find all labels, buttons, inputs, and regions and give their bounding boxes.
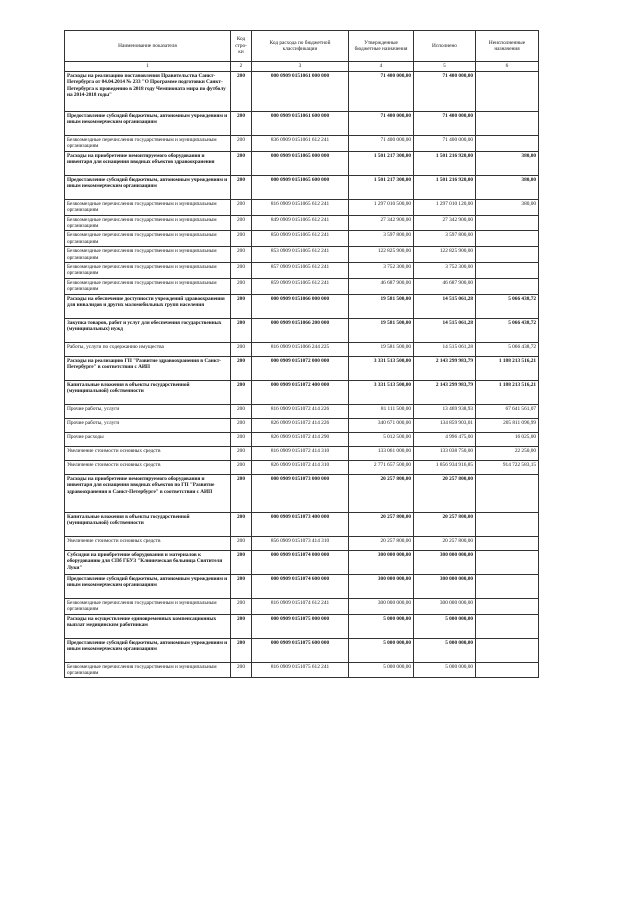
row-approved-amount: 3 752 300,00 xyxy=(349,263,414,279)
row-budget-code: 000 0909 0151075 000 000 xyxy=(252,614,349,638)
row-approved-amount: 1 501 217 300,00 xyxy=(349,175,414,199)
row-executed-amount: 300 000 000,00 xyxy=(414,550,476,574)
row-executed-amount: 13 469 938,93 xyxy=(414,404,476,418)
row-executed-amount: 20 257 800,00 xyxy=(414,512,476,536)
row-approved-amount: 1 297 010 500,00 xyxy=(349,199,414,215)
row-line-code: 200 xyxy=(231,318,252,342)
row-approved-amount: 71 400 000,00 xyxy=(349,112,414,136)
row-budget-code: 853 0909 0151065 612 241 xyxy=(252,247,349,263)
column-number: 3 xyxy=(252,62,349,72)
header-approved: Утвержденные бюджетные назначения xyxy=(349,31,414,62)
row-line-code: 200 xyxy=(231,512,252,536)
row-executed-amount: 5 000 000,00 xyxy=(414,662,476,678)
table-row xyxy=(65,614,539,638)
row-budget-code: 816 0909 0151066 244 225 xyxy=(252,342,349,356)
row-budget-code: 000 0909 0151072 000 000 xyxy=(252,356,349,380)
row-approved-amount: 20 257 800,00 xyxy=(349,512,414,536)
row-approved-amount: 340 671 000,00 xyxy=(349,418,414,432)
row-approved-amount: 133 061 000,00 xyxy=(349,446,414,460)
row-budget-code: 816 0909 0151072 414 226 xyxy=(252,404,349,418)
row-executed-amount: 1 297 010 120,00 xyxy=(414,199,476,215)
row-budget-code: 849 0909 0151065 612 241 xyxy=(252,215,349,231)
table-row xyxy=(65,231,539,247)
column-number: 5 xyxy=(414,62,476,72)
row-indicator-name: Субсидия на приобретение оборудования и материалов к оборудованию для СПб ГБУЗ "Клиническая больница Святителя Луки" xyxy=(65,550,231,574)
row-budget-code: 816 0909 0151074 612 241 xyxy=(252,598,349,614)
row-line-code: 200 xyxy=(231,380,252,404)
table-row xyxy=(65,512,539,536)
row-approved-amount: 2 771 657 500,00 xyxy=(349,460,414,474)
table-row xyxy=(65,598,539,614)
row-line-code: 200 xyxy=(231,231,252,247)
row-budget-code: 826 0909 0151072 414 310 xyxy=(252,460,349,474)
row-unexecuted-amount xyxy=(476,614,539,638)
row-indicator-name: Увеличение стоимости основных средств xyxy=(65,446,231,460)
row-line-code: 200 xyxy=(231,446,252,460)
row-executed-amount: 1 501 216 920,00 xyxy=(414,175,476,199)
table-row xyxy=(65,151,539,175)
row-executed-amount: 3 752 300,00 xyxy=(414,263,476,279)
row-approved-amount: 122 825 900,00 xyxy=(349,247,414,263)
row-indicator-name: Расходы на реализацию постановления Правительства Санкт-Петербурга от 04.04.2014 № 233 "О Программе подготовки Санкт-Петербурга к проведению в 2018 году Чемпионата мира по футболу на 2014-2018 годы" xyxy=(65,72,231,112)
row-unexecuted-amount: 5 066 438,72 xyxy=(476,294,539,318)
table-row xyxy=(65,380,539,404)
row-line-code: 200 xyxy=(231,432,252,446)
row-unexecuted-amount xyxy=(476,598,539,614)
row-approved-amount: 71 400 000,00 xyxy=(349,72,414,112)
row-unexecuted-amount xyxy=(476,512,539,536)
table-row xyxy=(65,638,539,662)
budget-execution-table xyxy=(64,30,539,678)
row-executed-amount: 1 856 934 916,85 xyxy=(414,460,476,474)
row-executed-amount: 300 000 000,00 xyxy=(414,598,476,614)
table-row xyxy=(65,404,539,418)
table-row xyxy=(65,318,539,342)
row-approved-amount: 19 581 500,00 xyxy=(349,318,414,342)
table-row xyxy=(65,199,539,215)
row-approved-amount: 1 501 217 300,00 xyxy=(349,151,414,175)
row-unexecuted-amount: 5 066 438,72 xyxy=(476,342,539,356)
row-indicator-name: Предоставление субсидий бюджетным, автономным учреждениям и иным некоммерческим организациям xyxy=(65,175,231,199)
row-budget-code: 000 0909 0151075 600 000 xyxy=(252,638,349,662)
row-unexecuted-amount: 380,00 xyxy=(476,151,539,175)
row-approved-amount: 3 597 800,00 xyxy=(349,231,414,247)
row-executed-amount: 14 515 061,28 xyxy=(414,342,476,356)
table-row xyxy=(65,574,539,598)
row-line-code: 200 xyxy=(231,418,252,432)
row-executed-amount: 4 996 475,00 xyxy=(414,432,476,446)
row-executed-amount: 20 257 800,00 xyxy=(414,474,476,512)
row-line-code: 200 xyxy=(231,342,252,356)
row-line-code: 200 xyxy=(231,263,252,279)
row-indicator-name: Безвозмездные перечисления государственным и муниципальным организациям xyxy=(65,263,231,279)
table-row xyxy=(65,263,539,279)
row-executed-amount: 133 038 750,00 xyxy=(414,446,476,460)
row-indicator-name: Расходы на реализацию ГП "Развитие здравоохранения в Санкт-Петербурге" в соответствии с АИП xyxy=(65,356,231,380)
row-line-code: 200 xyxy=(231,356,252,380)
row-approved-amount: 5 000 000,00 xyxy=(349,662,414,678)
row-line-code: 200 xyxy=(231,638,252,662)
row-unexecuted-amount: 1 188 213 516,21 xyxy=(476,380,539,404)
table-row xyxy=(65,432,539,446)
row-unexecuted-amount xyxy=(476,263,539,279)
table-row xyxy=(65,446,539,460)
row-unexecuted-amount: 16 025,00 xyxy=(476,432,539,446)
header-budget-code: Код расхода по бюджетной классификации xyxy=(252,31,349,62)
header-unexecuted: Неисполненные назначения xyxy=(476,31,539,62)
row-unexecuted-amount xyxy=(476,247,539,263)
row-line-code: 200 xyxy=(231,294,252,318)
row-budget-code: 826 0909 0151072 414 226 xyxy=(252,418,349,432)
row-unexecuted-amount xyxy=(476,638,539,662)
row-budget-code: 826 0909 0151072 414 290 xyxy=(252,432,349,446)
row-indicator-name: Увеличение стоимости основных средств xyxy=(65,536,231,550)
row-executed-amount: 27 342 900,00 xyxy=(414,215,476,231)
row-unexecuted-amount: 380,00 xyxy=(476,199,539,215)
row-unexecuted-amount xyxy=(476,72,539,112)
row-unexecuted-amount xyxy=(476,231,539,247)
row-executed-amount: 300 000 000,00 xyxy=(414,574,476,598)
row-indicator-name: Расходы на обеспечение доступности учреждений здравоохранения для инвалидов и других маломобильных групп населения xyxy=(65,294,231,318)
row-executed-amount: 3 597 800,00 xyxy=(414,231,476,247)
row-budget-code: 816 0909 0151075 612 241 xyxy=(252,662,349,678)
row-indicator-name: Прочие расходы xyxy=(65,432,231,446)
row-line-code: 200 xyxy=(231,112,252,136)
row-indicator-name: Безвозмездные перечисления государственным и муниципальным организациям xyxy=(65,199,231,215)
row-unexecuted-amount xyxy=(476,112,539,136)
column-number-row xyxy=(65,62,539,72)
row-executed-amount: 46 687 900,00 xyxy=(414,278,476,294)
row-budget-code: 000 0909 0151066 000 000 xyxy=(252,294,349,318)
row-unexecuted-amount: 914 722 583,15 xyxy=(476,460,539,474)
row-indicator-name: Предоставление субсидий бюджетным, автономным учреждениям и иным некоммерческим организациям xyxy=(65,574,231,598)
row-approved-amount: 300 000 000,00 xyxy=(349,598,414,614)
row-line-code: 200 xyxy=(231,662,252,678)
row-budget-code: 850 0909 0151065 612 241 xyxy=(252,231,349,247)
table-row xyxy=(65,72,539,112)
row-indicator-name: Предоставление субсидий бюджетным, автономным учреждениям и иным некоммерческим организациям xyxy=(65,112,231,136)
row-executed-amount: 122 825 900,00 xyxy=(414,247,476,263)
row-indicator-name: Расходы на приобретение немонтируемого оборудования и инвентаря для оснащения вводных объектов здравоохранения xyxy=(65,151,231,175)
row-indicator-name: Увеличение стоимости основных средств xyxy=(65,460,231,474)
row-line-code: 200 xyxy=(231,460,252,474)
row-executed-amount: 71 400 000,00 xyxy=(414,112,476,136)
table-row xyxy=(65,247,539,263)
row-line-code: 200 xyxy=(231,199,252,215)
row-approved-amount: 81 111 500,00 xyxy=(349,404,414,418)
header-indicator-name: Наименование показателя xyxy=(65,31,231,62)
column-number: 6 xyxy=(476,62,539,72)
table-row xyxy=(65,460,539,474)
row-indicator-name: Безвозмездные перечисления государственным и муниципальным организациям xyxy=(65,136,231,152)
row-unexecuted-amount: 67 641 561,07 xyxy=(476,404,539,418)
row-indicator-name: Безвозмездные перечисления государственным и муниципальным организациям xyxy=(65,231,231,247)
row-executed-amount: 2 143 299 983,79 xyxy=(414,380,476,404)
table-row xyxy=(65,175,539,199)
table-row xyxy=(65,294,539,318)
row-indicator-name: Расходы на осуществление единовременных компенсационных выплат медицинским работникам xyxy=(65,614,231,638)
row-unexecuted-amount: 1 188 213 516,21 xyxy=(476,356,539,380)
table-body xyxy=(65,72,539,678)
table-row xyxy=(65,474,539,512)
row-executed-amount: 14 515 061,28 xyxy=(414,294,476,318)
row-budget-code: 000 0909 0151065 000 000 xyxy=(252,151,349,175)
row-budget-code: 816 0909 0151065 612 241 xyxy=(252,199,349,215)
row-budget-code: 857 0909 0151065 612 241 xyxy=(252,263,349,279)
row-budget-code: 000 0909 0151065 600 000 xyxy=(252,175,349,199)
row-line-code: 200 xyxy=(231,175,252,199)
row-approved-amount: 20 257 800,00 xyxy=(349,536,414,550)
row-unexecuted-amount xyxy=(476,278,539,294)
table-row xyxy=(65,342,539,356)
row-indicator-name: Прочие работы, услуги xyxy=(65,404,231,418)
header-executed: Исполнено xyxy=(414,31,476,62)
row-line-code: 200 xyxy=(231,550,252,574)
row-approved-amount: 19 581 500,00 xyxy=(349,294,414,318)
row-indicator-name: Закупка товаров, работ и услуг для обеспечения государственных (муниципальных) нужд xyxy=(65,318,231,342)
row-indicator-name: Безвозмездные перечисления государственным и муниципальным организациям xyxy=(65,247,231,263)
row-approved-amount: 3 331 513 500,00 xyxy=(349,380,414,404)
table-row xyxy=(65,536,539,550)
row-budget-code: 856 0909 0151073 414 310 xyxy=(252,536,349,550)
row-unexecuted-amount xyxy=(476,550,539,574)
row-line-code: 200 xyxy=(231,72,252,112)
row-indicator-name: Прочие работы, услуги xyxy=(65,418,231,432)
row-budget-code: 000 0909 0151074 000 000 xyxy=(252,550,349,574)
row-approved-amount: 46 687 900,00 xyxy=(349,278,414,294)
row-executed-amount: 2 143 299 983,79 xyxy=(414,356,476,380)
row-indicator-name: Капитальные вложения в объекты государственной (муниципальной) собственности xyxy=(65,512,231,536)
row-executed-amount: 5 000 000,00 xyxy=(414,614,476,638)
row-indicator-name: Предоставление субсидий бюджетным, автономным учреждениям и иным некоммерческим организациям xyxy=(65,638,231,662)
row-executed-amount: 134 859 903,01 xyxy=(414,418,476,432)
row-indicator-name: Работы, услуги по содержанию имущества xyxy=(65,342,231,356)
row-indicator-name: Безвозмездные перечисления государственным и муниципальным организациям xyxy=(65,662,231,678)
row-unexecuted-amount xyxy=(476,536,539,550)
header-row xyxy=(65,31,539,62)
row-executed-amount: 1 501 216 920,00 xyxy=(414,151,476,175)
row-line-code: 200 xyxy=(231,215,252,231)
table-row xyxy=(65,136,539,152)
row-indicator-name: Расходы на приобретение немонтируемого оборудования и инвентаря для оснащения вводных объектов по ГП "Развитие здравоохранения в Санкт-Петербурге" в соответствии с АИП xyxy=(65,474,231,512)
column-number: 2 xyxy=(231,62,252,72)
row-approved-amount: 5 012 500,00 xyxy=(349,432,414,446)
row-indicator-name: Безвозмездные перечисления государственным и муниципальным организациям xyxy=(65,278,231,294)
row-budget-code: 859 0909 0151065 612 241 xyxy=(252,278,349,294)
table-row xyxy=(65,550,539,574)
row-line-code: 200 xyxy=(231,278,252,294)
row-indicator-name: Капитальные вложения в объекты государственной (муниципальной) собственности xyxy=(65,380,231,404)
row-approved-amount: 5 000 000,00 xyxy=(349,614,414,638)
row-unexecuted-amount xyxy=(476,136,539,152)
row-executed-amount: 71 400 000,00 xyxy=(414,136,476,152)
row-line-code: 200 xyxy=(231,404,252,418)
row-line-code: 200 xyxy=(231,598,252,614)
row-budget-code: 000 0909 0151073 400 000 xyxy=(252,512,349,536)
row-approved-amount: 5 000 000,00 xyxy=(349,638,414,662)
table-row xyxy=(65,112,539,136)
row-unexecuted-amount: 22 250,00 xyxy=(476,446,539,460)
row-approved-amount: 20 257 800,00 xyxy=(349,474,414,512)
row-unexecuted-amount: 205 811 096,99 xyxy=(476,418,539,432)
table-row xyxy=(65,215,539,231)
row-line-code: 200 xyxy=(231,247,252,263)
row-approved-amount: 300 000 000,00 xyxy=(349,574,414,598)
table-row xyxy=(65,278,539,294)
row-budget-code: 000 0909 0151072 400 000 xyxy=(252,380,349,404)
row-budget-code: 000 0909 0151061 600 000 xyxy=(252,112,349,136)
row-budget-code: 816 0909 0151072 414 310 xyxy=(252,446,349,460)
column-number: 1 xyxy=(65,62,231,72)
table-row xyxy=(65,662,539,678)
row-unexecuted-amount xyxy=(476,474,539,512)
row-line-code: 200 xyxy=(231,574,252,598)
row-indicator-name: Безвозмездные перечисления государственным и муниципальным организациям xyxy=(65,215,231,231)
row-budget-code: 000 0909 0151066 200 000 xyxy=(252,318,349,342)
row-line-code: 200 xyxy=(231,136,252,152)
row-executed-amount: 5 000 000,00 xyxy=(414,638,476,662)
row-executed-amount: 20 257 800,00 xyxy=(414,536,476,550)
row-budget-code: 836 0909 0151061 612 241 xyxy=(252,136,349,152)
row-approved-amount: 27 342 900,00 xyxy=(349,215,414,231)
row-approved-amount: 300 000 000,00 xyxy=(349,550,414,574)
column-number: 4 xyxy=(349,62,414,72)
row-unexecuted-amount: 5 066 438,72 xyxy=(476,318,539,342)
row-executed-amount: 71 400 000,00 xyxy=(414,72,476,112)
table-row xyxy=(65,418,539,432)
row-line-code: 200 xyxy=(231,536,252,550)
row-line-code: 200 xyxy=(231,614,252,638)
row-approved-amount: 3 331 513 500,00 xyxy=(349,356,414,380)
row-indicator-name: Безвозмездные перечисления государственным и муниципальным организациям xyxy=(65,598,231,614)
row-unexecuted-amount: 380,00 xyxy=(476,175,539,199)
row-unexecuted-amount xyxy=(476,215,539,231)
row-approved-amount: 71 400 000,00 xyxy=(349,136,414,152)
row-line-code: 200 xyxy=(231,474,252,512)
header-line-code: Код стро-ки xyxy=(231,31,252,62)
row-budget-code: 000 0909 0151073 000 000 xyxy=(252,474,349,512)
row-unexecuted-amount xyxy=(476,574,539,598)
row-approved-amount: 19 581 500,00 xyxy=(349,342,414,356)
row-unexecuted-amount xyxy=(476,662,539,678)
row-executed-amount: 14 515 061,28 xyxy=(414,318,476,342)
row-budget-code: 000 0909 0151061 000 000 xyxy=(252,72,349,112)
row-budget-code: 000 0909 0151074 600 000 xyxy=(252,574,349,598)
table-row xyxy=(65,356,539,380)
row-line-code: 200 xyxy=(231,151,252,175)
